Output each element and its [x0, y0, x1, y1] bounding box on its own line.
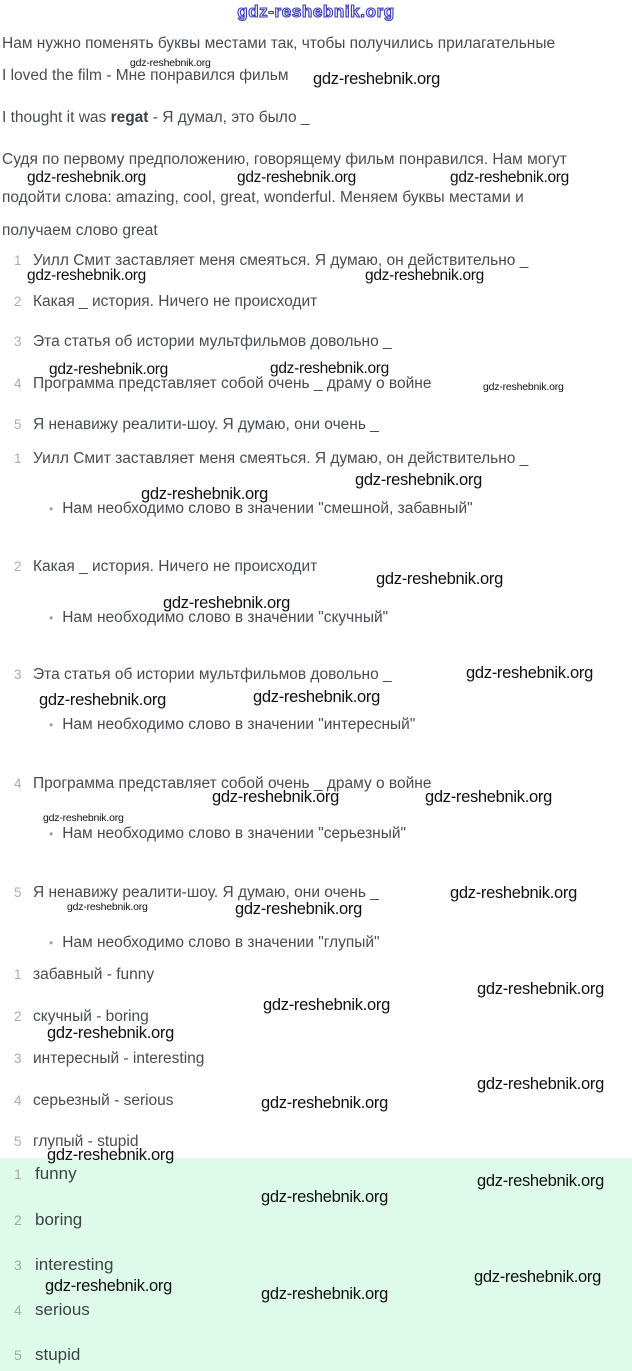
task-text: Какая _ история. Ничего не происходит [33, 293, 318, 310]
task-item [14, 416, 379, 434]
watermark: gdz-reshebnik.org [474, 1268, 601, 1286]
translation-item [14, 966, 154, 984]
task-number: 5 [14, 417, 22, 432]
site-watermark-logo: gdz-reshebnik.org [237, 2, 395, 21]
watermark: gdz-reshebnik.org [477, 1172, 604, 1190]
watermark: gdz-reshebnik.org [466, 664, 593, 682]
task-number: 1 [14, 253, 22, 268]
task-number: 2 [14, 294, 22, 309]
answer-text: funny [35, 1164, 77, 1183]
watermark: gdz-reshebnik.org [483, 381, 564, 393]
answer-item [14, 1164, 77, 1184]
watermark: gdz-reshebnik.org [261, 1285, 388, 1303]
explanation-item [14, 450, 528, 468]
explanation-text: Уилл Смит заставляет меня смеяться. Я думаю, он действительно _ [33, 450, 529, 467]
translation-number: 4 [14, 1093, 22, 1108]
task-text: Уилл Смит заставляет меня смеяться. Я думаю, он действительно _ [33, 252, 529, 269]
watermark: gdz-reshebnik.org [477, 1075, 604, 1093]
translation-number: 1 [14, 967, 22, 982]
task-text: Я ненавижу реалити-шоу. Я думаю, они очень _ [33, 416, 379, 433]
explanation-number: 3 [14, 667, 22, 682]
bullet-dot-icon: • [49, 611, 54, 625]
bullet-dot-icon: • [49, 827, 54, 841]
bullet-dot-icon: • [49, 936, 54, 950]
intro-loved-line: I loved the film - Мне понравился фильм [2, 67, 289, 84]
explanation-note [49, 934, 380, 952]
translation-item [14, 1050, 204, 1068]
watermark: gdz-reshebnik.org [261, 1094, 388, 1112]
explanation-number: 2 [14, 559, 22, 574]
answer-number: 3 [14, 1257, 22, 1273]
watermark: gdz-reshebnik.org [49, 361, 168, 378]
translation-text: глупый - stupid [33, 1133, 139, 1150]
watermark: gdz-reshebnik.org [163, 594, 290, 612]
explanation-note [49, 609, 388, 627]
watermark: gdz-reshebnik.org [27, 169, 146, 186]
answer-item [14, 1255, 113, 1275]
watermark: gdz-reshebnik.org [450, 884, 577, 902]
watermark: gdz-reshebnik.org [47, 1146, 174, 1164]
watermark: gdz-reshebnik.org [263, 996, 390, 1014]
explanation-text: Я ненавижу реалити-шоу. Я думаю, они очень _ [33, 884, 379, 901]
task-text: Эта статья об истории мультфильмов довольно _ [33, 333, 392, 350]
explanation-text: Программа представляет собой очень _ драму о войне [33, 775, 432, 792]
translation-number: 3 [14, 1051, 22, 1066]
bullet-dot-icon: • [49, 502, 54, 516]
answer-text: stupid [35, 1345, 81, 1364]
intro-reasoning-line2: подойти слова: amazing, cool, great, wonderful. Меняем буквы местами и [2, 189, 524, 206]
answer-number: 4 [14, 1302, 22, 1318]
explanation-note [49, 500, 473, 518]
answer-text: boring [35, 1210, 83, 1229]
watermark: gdz-reshebnik.org [261, 1188, 388, 1206]
watermark: gdz-reshebnik.org [47, 1024, 174, 1042]
watermark: gdz-reshebnik.org [270, 360, 389, 377]
watermark: gdz-reshebnik.org [355, 471, 482, 489]
watermark: gdz-reshebnik.org [450, 169, 569, 186]
note-text: Нам необходимо слово в значении "скучный" [62, 609, 389, 626]
answer-number: 2 [14, 1212, 22, 1228]
watermark: gdz-reshebnik.org [141, 485, 268, 503]
explanation-number: 4 [14, 776, 22, 791]
watermark: gdz-reshebnik.org [253, 688, 380, 706]
translation-text: скучный - boring [33, 1008, 149, 1025]
explanation-item [14, 558, 317, 576]
watermark: gdz-reshebnik.org [425, 788, 552, 806]
translation-number: 5 [14, 1134, 22, 1149]
watermark: gdz-reshebnik.org [27, 267, 146, 284]
watermark: gdz-reshebnik.org [477, 980, 604, 998]
translation-text: интересный - interesting [33, 1050, 205, 1067]
watermark: gdz-reshebnik.org [130, 57, 211, 69]
intro-thought-prefix: I thought it was [2, 109, 111, 126]
task-number: 3 [14, 334, 22, 349]
answer-text: serious [35, 1300, 90, 1319]
translation-number: 2 [14, 1009, 22, 1024]
intro-reasoning-line1: Судя по первому предположению, говорящему фильм понравился. Нам могут [2, 151, 567, 168]
scrambled-word: regat [110, 109, 149, 126]
watermark: gdz-reshebnik.org [313, 70, 440, 88]
watermark: gdz-reshebnik.org [212, 788, 339, 806]
task-number: 4 [14, 376, 22, 391]
explanation-text: Эта статья об истории мультфильмов довольно _ [33, 666, 392, 683]
explanation-text: Какая _ история. Ничего не происходит [33, 558, 318, 575]
note-text: Нам необходимо слово в значении "интересный" [62, 716, 416, 733]
task-text: Программа представляет собой очень _ драму о войне [33, 375, 432, 392]
intro-task-description: Нам нужно поменять буквы местами так, чтобы получились прилагательные [2, 35, 556, 52]
watermark: gdz-reshebnik.org [365, 267, 484, 284]
intro-thought-suffix: - Я думал, это было _ [148, 109, 310, 126]
watermark: gdz-reshebnik.org [235, 900, 362, 918]
explanation-item [14, 666, 392, 684]
translation-item [14, 1092, 174, 1110]
answer-number: 1 [14, 1166, 22, 1182]
translation-text: серьезный - serious [33, 1092, 174, 1109]
answer-number: 5 [14, 1347, 22, 1363]
intro-thought-line [2, 109, 310, 127]
intro-reasoning-line3: получаем слово great [2, 222, 158, 239]
watermark: gdz-reshebnik.org [67, 901, 148, 913]
watermark: gdz-reshebnik.org [376, 570, 503, 588]
note-text: Нам необходимо слово в значении "глупый" [62, 934, 380, 951]
explanation-note [49, 716, 415, 734]
note-text: Нам необходимо слово в значении "смешной, забавный" [62, 500, 473, 517]
watermark: gdz-reshebnik.org [39, 691, 166, 709]
task-item [14, 375, 431, 393]
bullet-dot-icon: • [49, 718, 54, 732]
task-item [14, 333, 392, 351]
answer-item [14, 1345, 80, 1365]
answer-text: interesting [35, 1255, 114, 1274]
watermark: gdz-reshebnik.org [237, 169, 356, 186]
task-item [14, 293, 317, 311]
watermark: gdz-reshebnik.org [45, 1277, 172, 1295]
note-text: Нам необходимо слово в значении "серьезный" [62, 825, 407, 842]
explanation-note [49, 825, 406, 843]
explanation-number: 1 [14, 451, 22, 466]
watermark: gdz-reshebnik.org [43, 812, 124, 824]
translation-text: забавный - funny [33, 966, 155, 983]
answer-item [14, 1300, 90, 1320]
explanation-number: 5 [14, 885, 22, 900]
answer-item [14, 1210, 82, 1230]
